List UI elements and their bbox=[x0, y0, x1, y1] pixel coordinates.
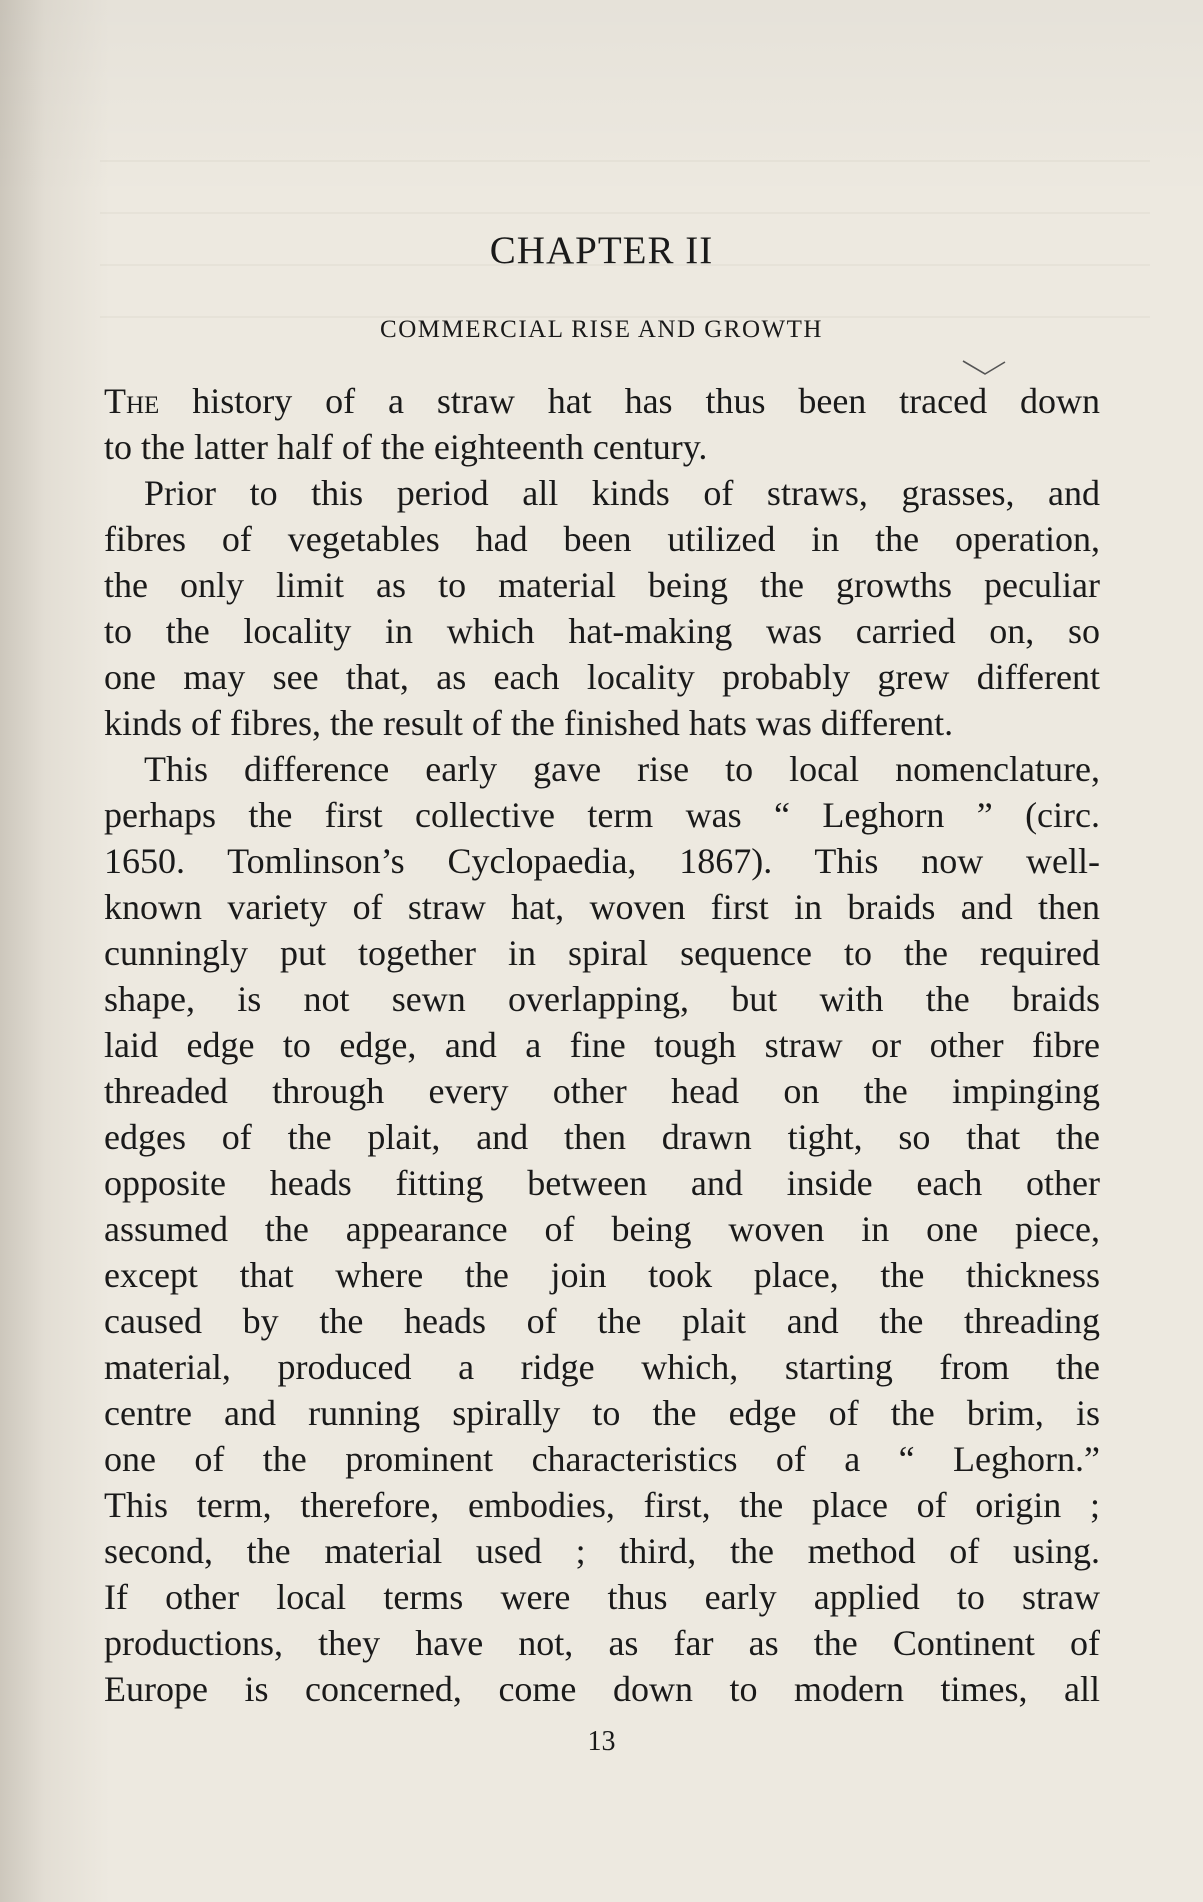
text-line bbox=[104, 1206, 1100, 1252]
line-text: history of a straw hat has thus been traced down bbox=[159, 381, 1100, 421]
line-text: second, the material used ; third, the method of using. bbox=[104, 1531, 1100, 1571]
text-line bbox=[104, 792, 1100, 838]
text-line bbox=[104, 700, 1100, 746]
text-line bbox=[104, 470, 1100, 516]
line-text: to the locality in which hat-making was carried on, so bbox=[104, 611, 1100, 651]
line-text: If other local terms were thus early applied to straw bbox=[104, 1577, 1100, 1617]
line-text: laid edge to edge, and a fine tough straw or other fibre bbox=[104, 1025, 1100, 1065]
body-text bbox=[104, 378, 1100, 1712]
line-text: cunningly put together in spiral sequence to the required bbox=[104, 933, 1100, 973]
chapter-heading: CHAPTER II bbox=[489, 229, 714, 272]
line-text: the only limit as to material being the growths peculiar bbox=[104, 565, 1100, 605]
line-text: assumed the appearance of being woven in one piece, bbox=[104, 1209, 1100, 1249]
text-line bbox=[104, 608, 1100, 654]
text-line bbox=[104, 1620, 1100, 1666]
line-text: threaded through every other head on the impinging bbox=[104, 1071, 1100, 1111]
line-text: This difference early gave rise to local nomenclature, bbox=[144, 749, 1100, 789]
text-line bbox=[104, 1114, 1100, 1160]
text-line bbox=[104, 1482, 1100, 1528]
line-text: known variety of straw hat, woven first in braids and then bbox=[104, 887, 1100, 927]
text-line bbox=[104, 424, 1100, 470]
chapter-subheading: COMMERCIAL RISE AND GROWTH bbox=[380, 316, 823, 343]
text-line bbox=[104, 1666, 1100, 1712]
text-line bbox=[104, 654, 1100, 700]
line-text: to the latter half of the eighteenth century. bbox=[104, 427, 708, 467]
text-line bbox=[104, 516, 1100, 562]
text-line bbox=[104, 1528, 1100, 1574]
line-text: except that where the join took place, the thickness bbox=[104, 1255, 1100, 1295]
line-text: fibres of vegetables had been utilized in the operation, bbox=[104, 519, 1100, 559]
text-line bbox=[104, 1574, 1100, 1620]
text-line bbox=[104, 930, 1100, 976]
line-text: caused by the heads of the plait and the threading bbox=[104, 1301, 1100, 1341]
line-text: Prior to this period all kinds of straws, grasses, and bbox=[144, 473, 1100, 513]
text-line bbox=[104, 746, 1100, 792]
line-text: shape, is not sewn overlapping, but with the braids bbox=[104, 979, 1100, 1019]
line-text: kinds of fibres, the result of the finished hats was different. bbox=[104, 703, 954, 743]
line-text: one may see that, as each locality probably grew different bbox=[104, 657, 1100, 697]
show-through-texture bbox=[100, 110, 1150, 318]
text-line bbox=[104, 838, 1100, 884]
text-line bbox=[104, 378, 1100, 424]
line-text: 1650. Tomlinson’s Cyclopaedia, 1867). This now well- bbox=[104, 841, 1100, 881]
text-line bbox=[104, 1068, 1100, 1114]
text-line bbox=[104, 1436, 1100, 1482]
text-line bbox=[104, 1252, 1100, 1298]
text-line bbox=[104, 1298, 1100, 1344]
text-line bbox=[104, 1390, 1100, 1436]
opening-word: The bbox=[104, 381, 160, 421]
line-text: edges of the plait, and then drawn tight, so that the bbox=[104, 1117, 1100, 1157]
text-line bbox=[104, 976, 1100, 1022]
line-text: centre and running spirally to the edge of the brim, is bbox=[104, 1393, 1100, 1433]
text-line bbox=[104, 1344, 1100, 1390]
line-text: opposite heads fitting between and inside each other bbox=[104, 1163, 1100, 1203]
line-text: material, produced a ridge which, starting from the bbox=[104, 1347, 1100, 1387]
text-line bbox=[104, 562, 1100, 608]
pencil-mark bbox=[961, 358, 1007, 378]
line-text: perhaps the first collective term was “ Leghorn ” (circ. bbox=[104, 795, 1100, 835]
text-line bbox=[104, 1022, 1100, 1068]
line-text: productions, they have not, as far as the Continent of bbox=[104, 1623, 1100, 1663]
line-text: This term, therefore, embodies, first, the place of origin ; bbox=[104, 1485, 1100, 1525]
text-line bbox=[104, 884, 1100, 930]
line-text: one of the prominent characteristics of a “ Leghorn.” bbox=[104, 1439, 1100, 1479]
page-number: 13 bbox=[587, 1726, 616, 1757]
text-line bbox=[104, 1160, 1100, 1206]
line-text: Europe is concerned, come down to modern times, all bbox=[104, 1669, 1100, 1709]
